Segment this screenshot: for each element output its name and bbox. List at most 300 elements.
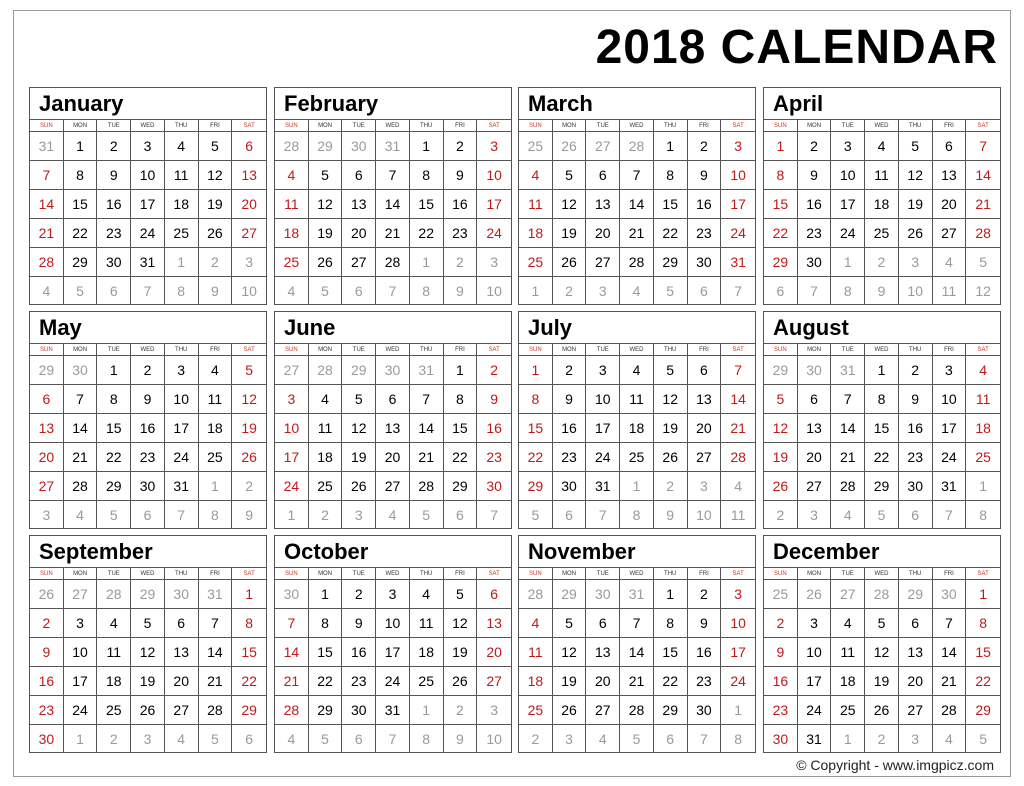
day-cell: 17 [64, 667, 98, 696]
weekday-header [30, 568, 266, 580]
day-cell: 1 [865, 356, 899, 385]
day-cell-other-month: 28 [275, 132, 309, 161]
day-cell-other-month: 26 [30, 580, 64, 609]
day-cell: 23 [764, 696, 798, 725]
day-cell: 18 [410, 638, 444, 667]
day-cell: 5 [444, 580, 478, 609]
weekday-label: MON [798, 120, 832, 132]
day-cell: 8 [444, 385, 478, 414]
day-grid [30, 132, 266, 304]
day-cell: 28 [30, 248, 64, 277]
day-cell: 13 [899, 638, 933, 667]
weekday-label: SUN [275, 120, 309, 132]
day-cell: 19 [342, 443, 376, 472]
day-cell: 2 [477, 356, 511, 385]
day-cell-other-month: 5 [519, 501, 553, 529]
day-cell-other-month: 2 [309, 501, 343, 529]
day-cell: 25 [519, 248, 553, 277]
day-cell: 16 [444, 190, 478, 219]
day-cell-other-month: 3 [232, 248, 266, 277]
month-4 [29, 311, 267, 529]
day-cell: 29 [654, 696, 688, 725]
day-cell: 8 [654, 609, 688, 638]
day-cell: 13 [586, 190, 620, 219]
weekday-label: SAT [243, 571, 255, 577]
day-cell: 11 [199, 385, 233, 414]
weekday-label: WED [376, 120, 410, 132]
day-cell-other-month: 11 [933, 277, 967, 305]
day-cell: 3 [798, 609, 832, 638]
day-cell: 18 [831, 667, 865, 696]
weekday-label: SAT [732, 347, 744, 353]
day-cell: 9 [30, 638, 64, 667]
day-cell: 6 [899, 609, 933, 638]
weekday-label: FRI [199, 344, 233, 356]
day-cell-other-month: 5 [410, 501, 444, 529]
day-cell: 19 [553, 219, 587, 248]
day-cell: 10 [64, 638, 98, 667]
day-cell: 28 [376, 248, 410, 277]
weekday-label: WED [865, 568, 899, 580]
page-title: 2018 CALENDAR [595, 21, 998, 74]
day-cell: 22 [64, 219, 98, 248]
day-cell-other-month: 4 [586, 725, 620, 753]
day-cell: 6 [586, 161, 620, 190]
day-cell: 20 [899, 667, 933, 696]
day-cell-other-month: 1 [831, 725, 865, 753]
day-cell: 19 [444, 638, 478, 667]
weekday-label: THU [654, 344, 688, 356]
day-cell: 29 [865, 472, 899, 501]
day-cell-other-month: 30 [275, 580, 309, 609]
weekday-label: FRI [199, 568, 233, 580]
day-cell: 23 [342, 667, 376, 696]
weekday-label: TUE [97, 568, 131, 580]
day-cell: 13 [232, 161, 266, 190]
weekday-label: SUN [764, 344, 798, 356]
day-cell-other-month: 7 [131, 277, 165, 305]
month-5 [274, 311, 512, 529]
day-cell: 7 [831, 385, 865, 414]
day-cell: 29 [64, 248, 98, 277]
day-cell: 6 [30, 385, 64, 414]
day-cell: 20 [586, 219, 620, 248]
weekday-label: WED [131, 344, 165, 356]
day-cell-other-month: 9 [245, 507, 254, 523]
day-cell: 24 [721, 219, 755, 248]
month-name: February [275, 88, 511, 120]
day-cell: 24 [131, 219, 165, 248]
day-cell: 30 [798, 248, 832, 277]
day-cell-other-month: 28 [620, 132, 654, 161]
day-cell: 7 [966, 132, 1000, 161]
day-cell: 19 [232, 414, 266, 443]
weekday-label: SAT [732, 123, 744, 129]
day-cell: 25 [620, 443, 654, 472]
day-cell: 18 [275, 219, 309, 248]
day-cell: 27 [586, 248, 620, 277]
day-cell: 10 [477, 161, 511, 190]
day-cell: 12 [444, 609, 478, 638]
day-cell-other-month: 7 [688, 725, 722, 753]
day-cell-other-month: 31 [199, 580, 233, 609]
day-cell-other-month: 2 [654, 472, 688, 501]
day-cell: 4 [831, 609, 865, 638]
day-cell: 30 [97, 248, 131, 277]
day-cell: 8 [97, 385, 131, 414]
day-cell: 11 [865, 161, 899, 190]
weekday-label: SUN [275, 568, 309, 580]
day-cell: 28 [831, 472, 865, 501]
day-cell-other-month: 28 [309, 356, 343, 385]
day-cell-other-month: 29 [342, 356, 376, 385]
weekday-label: TUE [831, 120, 865, 132]
day-cell-other-month: 25 [764, 580, 798, 609]
day-cell-other-month: 7 [490, 507, 499, 523]
day-cell: 19 [865, 667, 899, 696]
day-cell: 17 [933, 414, 967, 443]
day-cell: 14 [933, 638, 967, 667]
day-cell: 25 [519, 696, 553, 725]
day-cell: 13 [376, 414, 410, 443]
day-cell: 1 [654, 132, 688, 161]
day-cell: 23 [30, 696, 64, 725]
day-cell-other-month: 6 [654, 725, 688, 753]
month-7 [763, 311, 1001, 529]
day-cell: 21 [620, 219, 654, 248]
day-cell: 27 [586, 696, 620, 725]
day-cell: 2 [30, 609, 64, 638]
day-cell: 14 [410, 414, 444, 443]
weekday-label: WED [865, 344, 899, 356]
day-cell-other-month: 1 [519, 277, 553, 305]
day-grid [30, 580, 266, 752]
day-cell: 23 [899, 443, 933, 472]
day-cell-other-month: 6 [97, 277, 131, 305]
day-cell: 22 [764, 219, 798, 248]
day-cell: 29 [444, 472, 478, 501]
day-cell: 30 [477, 472, 511, 501]
day-cell-other-month: 29 [131, 580, 165, 609]
day-cell: 5 [865, 609, 899, 638]
weekday-header [764, 344, 1000, 356]
weekday-label: MON [309, 344, 343, 356]
day-cell: 16 [131, 414, 165, 443]
day-cell: 8 [654, 161, 688, 190]
day-cell: 5 [553, 609, 587, 638]
weekday-label: SAT [243, 123, 255, 129]
day-cell-other-month: 4 [64, 501, 98, 529]
copyright-notice: © Copyright - www.imgpicz.com [796, 757, 994, 773]
day-cell-other-month: 3 [688, 472, 722, 501]
day-cell-other-month: 29 [764, 356, 798, 385]
weekday-label: WED [376, 568, 410, 580]
day-cell: 30 [688, 248, 722, 277]
day-cell-other-month: 29 [30, 356, 64, 385]
day-cell: 16 [798, 190, 832, 219]
day-cell: 9 [688, 161, 722, 190]
weekday-label: SUN [764, 120, 798, 132]
day-cell: 10 [131, 161, 165, 190]
weekday-label: THU [410, 344, 444, 356]
day-cell: 21 [275, 667, 309, 696]
day-cell: 27 [165, 696, 199, 725]
month-1 [274, 87, 512, 305]
day-cell: 14 [30, 190, 64, 219]
day-cell-other-month: 3 [586, 277, 620, 305]
day-cell: 23 [444, 219, 478, 248]
day-cell: 28 [199, 696, 233, 725]
day-cell-other-month: 9 [444, 277, 478, 305]
day-cell: 2 [798, 132, 832, 161]
day-cell: 10 [933, 385, 967, 414]
weekday-header [30, 120, 266, 132]
day-cell: 7 [620, 609, 654, 638]
day-cell: 12 [865, 638, 899, 667]
day-cell: 22 [309, 667, 343, 696]
day-cell: 6 [376, 385, 410, 414]
day-cell: 31 [721, 248, 755, 277]
weekday-label: MON [309, 568, 343, 580]
day-cell-other-month: 31 [30, 132, 64, 161]
day-cell: 16 [342, 638, 376, 667]
weekday-header [275, 568, 511, 580]
weekday-label: WED [620, 344, 654, 356]
day-cell: 26 [342, 472, 376, 501]
day-cell: 18 [165, 190, 199, 219]
day-cell-other-month: 8 [620, 501, 654, 529]
day-cell-other-month: 6 [342, 277, 376, 305]
day-cell: 19 [309, 219, 343, 248]
day-cell: 13 [586, 638, 620, 667]
day-cell: 26 [553, 696, 587, 725]
month-name: July [519, 312, 755, 344]
day-cell-other-month: 2 [764, 501, 798, 529]
day-cell: 25 [309, 472, 343, 501]
weekday-label: MON [64, 344, 98, 356]
day-cell: 8 [232, 609, 266, 638]
day-cell-other-month: 5 [654, 277, 688, 305]
day-cell-other-month: 2 [553, 277, 587, 305]
day-cell: 7 [933, 609, 967, 638]
day-cell: 13 [798, 414, 832, 443]
day-cell: 15 [309, 638, 343, 667]
day-cell: 26 [309, 248, 343, 277]
day-cell: 14 [64, 414, 98, 443]
day-cell: 16 [764, 667, 798, 696]
day-cell-other-month: 4 [831, 501, 865, 529]
day-cell: 16 [553, 414, 587, 443]
day-cell-other-month: 28 [865, 580, 899, 609]
day-cell: 20 [30, 443, 64, 472]
day-cell-other-month: 7 [933, 501, 967, 529]
day-cell: 12 [654, 385, 688, 414]
weekday-header [764, 568, 1000, 580]
day-cell-other-month: 29 [309, 132, 343, 161]
day-cell: 15 [410, 190, 444, 219]
day-cell: 29 [764, 248, 798, 277]
day-cell: 4 [165, 132, 199, 161]
day-cell: 19 [199, 190, 233, 219]
day-cell: 6 [798, 385, 832, 414]
day-cell-other-month: 3 [342, 501, 376, 529]
day-cell-other-month: 2 [444, 248, 478, 277]
weekday-label: SAT [488, 571, 500, 577]
weekday-label: THU [410, 120, 444, 132]
day-cell: 16 [30, 667, 64, 696]
day-cell: 20 [798, 443, 832, 472]
day-cell: 16 [688, 190, 722, 219]
day-cell-other-month: 25 [519, 132, 553, 161]
month-11 [763, 535, 1001, 753]
day-cell-other-month: 29 [553, 580, 587, 609]
day-cell: 19 [899, 190, 933, 219]
month-0 [29, 87, 267, 305]
day-cell: 18 [519, 219, 553, 248]
day-cell: 30 [764, 725, 798, 753]
day-cell: 26 [232, 443, 266, 472]
weekday-header [519, 568, 755, 580]
weekday-label: TUE [97, 344, 131, 356]
day-cell: 27 [376, 472, 410, 501]
day-cell-other-month: 3 [131, 725, 165, 753]
day-cell: 23 [798, 219, 832, 248]
day-cell: 7 [275, 609, 309, 638]
day-cell: 8 [966, 609, 1000, 638]
day-cell: 23 [553, 443, 587, 472]
weekday-label: FRI [688, 344, 722, 356]
day-cell: 13 [688, 385, 722, 414]
day-cell: 25 [97, 696, 131, 725]
day-cell: 7 [721, 356, 755, 385]
weekday-label: WED [620, 568, 654, 580]
day-cell-other-month: 31 [831, 356, 865, 385]
day-cell: 29 [232, 696, 266, 725]
day-cell: 15 [764, 190, 798, 219]
weekday-label: MON [64, 120, 98, 132]
day-cell: 12 [764, 414, 798, 443]
weekday-label: THU [165, 120, 199, 132]
day-cell-other-month: 4 [933, 248, 967, 277]
day-cell-other-month: 3 [899, 248, 933, 277]
day-cell: 10 [721, 161, 755, 190]
day-grid [519, 132, 755, 304]
day-cell: 31 [586, 472, 620, 501]
day-grid [764, 132, 1000, 304]
day-cell: 13 [342, 190, 376, 219]
day-cell-other-month: 28 [519, 580, 553, 609]
day-cell-other-month: 3 [553, 725, 587, 753]
weekday-label: SAT [488, 347, 500, 353]
month-3 [763, 87, 1001, 305]
day-cell: 27 [933, 219, 967, 248]
day-cell: 17 [376, 638, 410, 667]
day-cell: 17 [131, 190, 165, 219]
day-grid [275, 132, 511, 304]
day-cell: 17 [831, 190, 865, 219]
day-cell: 21 [376, 219, 410, 248]
day-cell: 9 [899, 385, 933, 414]
day-cell-other-month: 26 [798, 580, 832, 609]
day-cell: 31 [165, 472, 199, 501]
day-cell: 23 [97, 219, 131, 248]
day-cell: 25 [966, 443, 1000, 472]
day-cell-other-month: 7 [586, 501, 620, 529]
day-cell: 3 [275, 385, 309, 414]
day-cell-other-month: 6 [131, 501, 165, 529]
day-cell: 1 [444, 356, 478, 385]
day-cell: 6 [342, 161, 376, 190]
day-cell: 7 [64, 385, 98, 414]
day-cell: 21 [30, 219, 64, 248]
day-cell: 2 [342, 580, 376, 609]
day-cell-other-month: 2 [97, 725, 131, 753]
day-cell: 30 [342, 696, 376, 725]
day-cell: 19 [553, 667, 587, 696]
day-cell: 8 [764, 161, 798, 190]
day-cell: 26 [444, 667, 478, 696]
day-cell-other-month: 2 [199, 248, 233, 277]
day-cell: 8 [865, 385, 899, 414]
day-cell: 16 [899, 414, 933, 443]
day-cell: 5 [654, 356, 688, 385]
day-cell: 12 [131, 638, 165, 667]
day-cell: 19 [131, 667, 165, 696]
day-cell: 9 [553, 385, 587, 414]
day-cell: 4 [199, 356, 233, 385]
weekday-label: TUE [831, 568, 865, 580]
day-cell-other-month: 10 [899, 277, 933, 305]
day-cell-other-month: 11 [730, 507, 746, 523]
day-cell: 5 [342, 385, 376, 414]
weekday-label: WED [376, 344, 410, 356]
day-cell: 26 [199, 219, 233, 248]
day-cell-other-month: 5 [64, 277, 98, 305]
day-cell: 5 [232, 356, 266, 385]
day-cell: 20 [342, 219, 376, 248]
day-cell: 21 [410, 443, 444, 472]
weekday-label: FRI [688, 120, 722, 132]
day-cell: 28 [620, 248, 654, 277]
day-cell: 22 [865, 443, 899, 472]
day-cell: 23 [688, 219, 722, 248]
day-cell: 28 [275, 696, 309, 725]
day-cell-other-month: 31 [620, 580, 654, 609]
weekday-label: FRI [444, 568, 478, 580]
day-cell: 20 [688, 414, 722, 443]
day-cell: 6 [232, 132, 266, 161]
day-cell: 2 [131, 356, 165, 385]
day-cell-other-month: 9 [865, 277, 899, 305]
day-cell: 6 [933, 132, 967, 161]
day-cell: 24 [831, 219, 865, 248]
day-cell: 23 [131, 443, 165, 472]
day-cell: 22 [444, 443, 478, 472]
weekday-header [519, 120, 755, 132]
day-cell: 1 [764, 132, 798, 161]
day-cell: 25 [275, 248, 309, 277]
month-10 [518, 535, 756, 753]
day-cell-other-month: 1 [410, 248, 444, 277]
weekday-label: WED [620, 120, 654, 132]
day-cell-other-month: 5 [199, 725, 233, 753]
day-cell-other-month: 8 [831, 277, 865, 305]
weekday-label: WED [131, 568, 165, 580]
day-cell: 12 [899, 161, 933, 190]
day-cell: 2 [899, 356, 933, 385]
day-cell-other-month: 4 [275, 725, 309, 753]
day-cell-other-month: 8 [199, 501, 233, 529]
